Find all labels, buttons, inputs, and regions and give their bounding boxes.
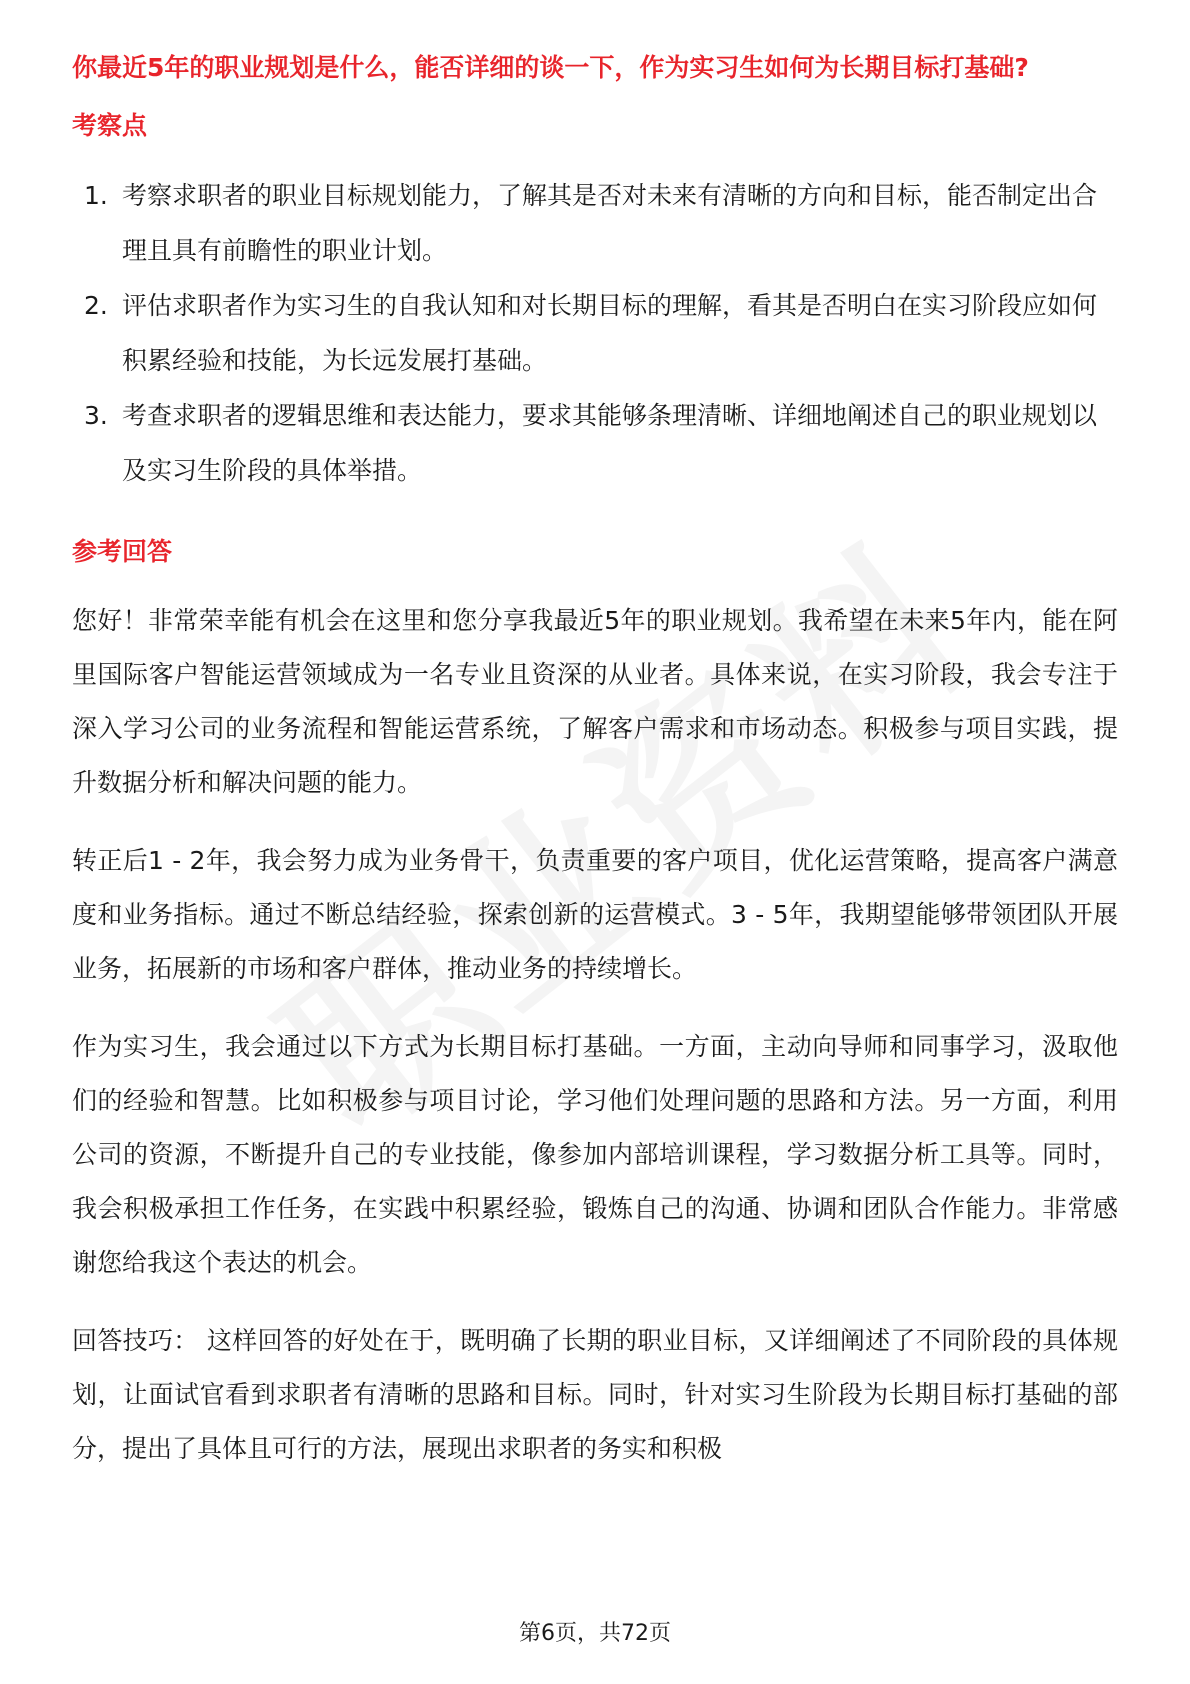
- answer-heading: 参考回答: [72, 537, 173, 566]
- list-item-number: 1.: [84, 181, 108, 210]
- tips-paragraph: 回答技巧： 这样回答的好处在于，既明确了长期的职业目标，又详细阐述了不同阶段的具体规划，让面试官看到求职者有清晰的思路和目标。同时，针对实习生阶段为长期目标打基础的部分，提出了具体且可行的方法，展现出求职者的务实和积极: [72, 1326, 1118, 1463]
- list-item: [72, 388, 1118, 498]
- list-item: [72, 278, 1118, 388]
- question-title: 你最近5年的职业规划是什么，能否详细的谈一下，作为实习生如何为长期目标打基础?: [72, 53, 1029, 82]
- answer-paragraph: 转正后1 - 2年，我会努力成为业务骨干，负责重要的客户项目，优化运营策略，提高客户满意度和业务指标。通过不断总结经验，探索创新的运营模式。3 - 5年，我期望能够带领团队开展业务，拓展新的市场和客户群体，推动业务的持续增长。: [72, 846, 1118, 983]
- list-item-text: 考查求职者的逻辑思维和表达能力，要求其能够条理清晰、详细地阐述自己的职业规划以及实习生阶段的具体举措。: [122, 401, 1098, 485]
- document-content: [72, 50, 1118, 1476]
- answer-paragraph: 作为实习生，我会通过以下方式为长期目标打基础。一方面，主动向导师和同事学习，汲取他们的经验和智慧。比如积极参与项目讨论，学习他们处理问题的思路和方法。另一方面，利用公司的资源，不断提升自己的专业技能，像参加内部培训课程，学习数据分析工具等。同时，我会积极承担工作任务，在实践中积累经验，锻炼自己的沟通、协调和团队合作能力。非常感谢您给我这个表达的机会。: [72, 1032, 1118, 1277]
- list-item-text: 考察求职者的职业目标规划能力，了解其是否对未来有清晰的方向和目标，能否制定出合理且具有前瞻性的职业计划。: [122, 181, 1098, 265]
- list-item-number: 3.: [84, 401, 108, 430]
- list-item-number: 2.: [84, 291, 108, 320]
- list-item-text: 评估求职者作为实习生的自我认知和对长期目标的理解，看其是否明白在实习阶段应如何积累经验和技能，为长远发展打基础。: [122, 291, 1098, 375]
- points-list: [72, 168, 1118, 498]
- list-item: [72, 168, 1118, 278]
- answer-paragraph: 您好！非常荣幸能有机会在这里和您分享我最近5年的职业规划。我希望在未来5年内，能在阿里国际客户智能运营领域成为一名专业且资深的从业者。具体来说，在实习阶段，我会专注于深入学习公司的业务流程和智能运营系统，了解客户需求和市场动态。积极参与项目实践，提升数据分析和解决问题的能力。: [72, 606, 1118, 797]
- page-number: 第6页，共72页: [519, 1621, 671, 1646]
- points-heading: 考察点: [72, 111, 148, 140]
